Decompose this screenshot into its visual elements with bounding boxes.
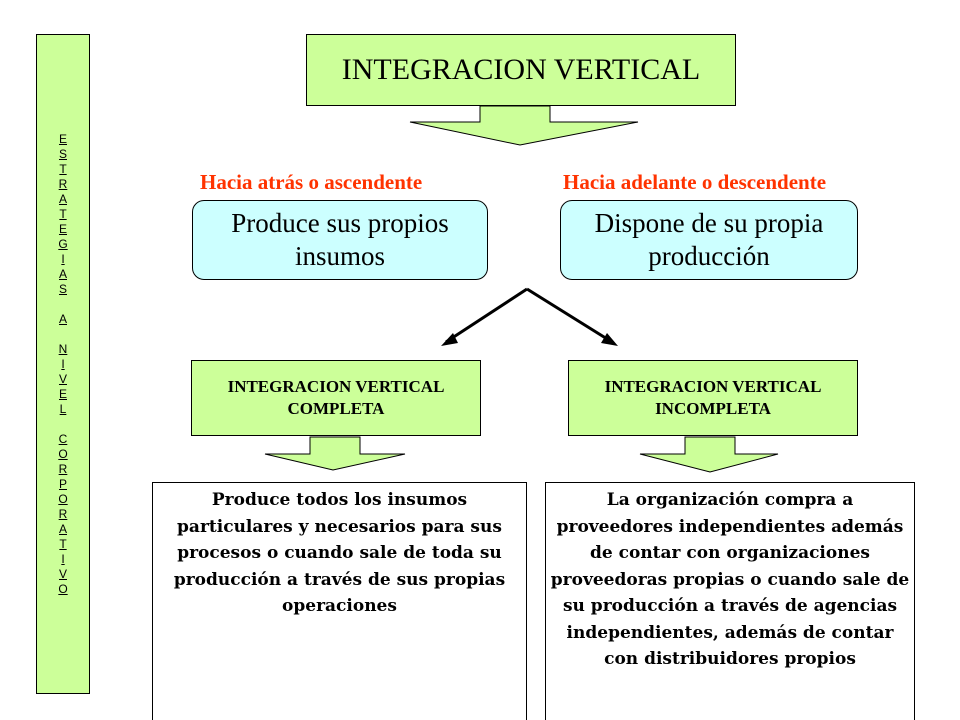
incomplete-description-box bbox=[545, 482, 915, 720]
forward-box bbox=[560, 200, 858, 280]
complete-title-line2: COMPLETA bbox=[287, 399, 385, 418]
side-label-letter: C bbox=[58, 431, 68, 446]
side-label-letter: E bbox=[58, 386, 67, 401]
side-label-letter: N bbox=[58, 341, 68, 356]
branch-arrows bbox=[441, 289, 618, 346]
backward-box bbox=[192, 200, 488, 280]
side-label-letter: R bbox=[58, 176, 68, 191]
side-label-letter: L bbox=[59, 401, 67, 416]
side-label-letter: I bbox=[61, 551, 65, 566]
complete-down-arrow bbox=[265, 437, 405, 470]
side-label-letter: T bbox=[59, 536, 67, 551]
side-label-letter: R bbox=[58, 506, 68, 521]
incomplete-title-line1: INTEGRACION VERTICAL bbox=[604, 377, 822, 396]
title-text: INTEGRACION VERTICAL bbox=[341, 53, 701, 86]
complete-description-box bbox=[152, 482, 527, 720]
incomplete-title-line2: INCOMPLETA bbox=[655, 399, 771, 418]
complete-description: Produce todos los insumos particulares y necesarios para sus procesos o cuando sale de toda su producción a través de sus propias operaciones bbox=[173, 490, 506, 616]
side-label-letter: A bbox=[58, 266, 67, 281]
side-label-letter: V bbox=[58, 371, 67, 386]
side-label-letter: I bbox=[61, 356, 65, 371]
side-label-letter: G bbox=[58, 236, 68, 251]
side-label-letter: V bbox=[58, 566, 67, 581]
side-label-letter: S bbox=[58, 281, 67, 296]
backward-box-text: Produce sus propios insumos bbox=[231, 208, 449, 271]
side-label-letter: O bbox=[58, 491, 68, 506]
side-label-letter: E bbox=[58, 131, 67, 146]
side-label-letter: I bbox=[61, 251, 65, 266]
incomplete-box bbox=[568, 360, 858, 436]
side-label-letter: T bbox=[59, 161, 67, 176]
side-label-letter: P bbox=[58, 476, 67, 491]
backward-heading: Hacia atrás o ascendente bbox=[200, 170, 423, 194]
side-label-letter: A bbox=[58, 311, 67, 326]
side-label-letter: E bbox=[58, 221, 67, 236]
side-label-letter: A bbox=[58, 521, 67, 536]
side-label-letter: R bbox=[58, 461, 68, 476]
complete-title-line1: INTEGRACION VERTICAL bbox=[227, 377, 445, 396]
forward-heading: Hacia adelante o descendente bbox=[563, 170, 827, 194]
side-label-letter: T bbox=[59, 206, 67, 221]
side-label-letter: O bbox=[58, 581, 68, 596]
side-label-letter: A bbox=[58, 191, 67, 206]
side-label-letter: O bbox=[58, 446, 68, 461]
complete-box bbox=[191, 360, 481, 436]
incomplete-down-arrow bbox=[640, 437, 778, 472]
forward-box-text: Dispone de su propia producción bbox=[594, 208, 824, 271]
incomplete-description: La organización compra a proveedores independientes además de contar con organizaciones proveedoras propias o cuando sale de su producción a través de agencias independientes, además de contar con distribuidores propios bbox=[550, 490, 910, 669]
side-label-letter: S bbox=[58, 146, 67, 161]
title-down-arrow bbox=[410, 106, 638, 145]
